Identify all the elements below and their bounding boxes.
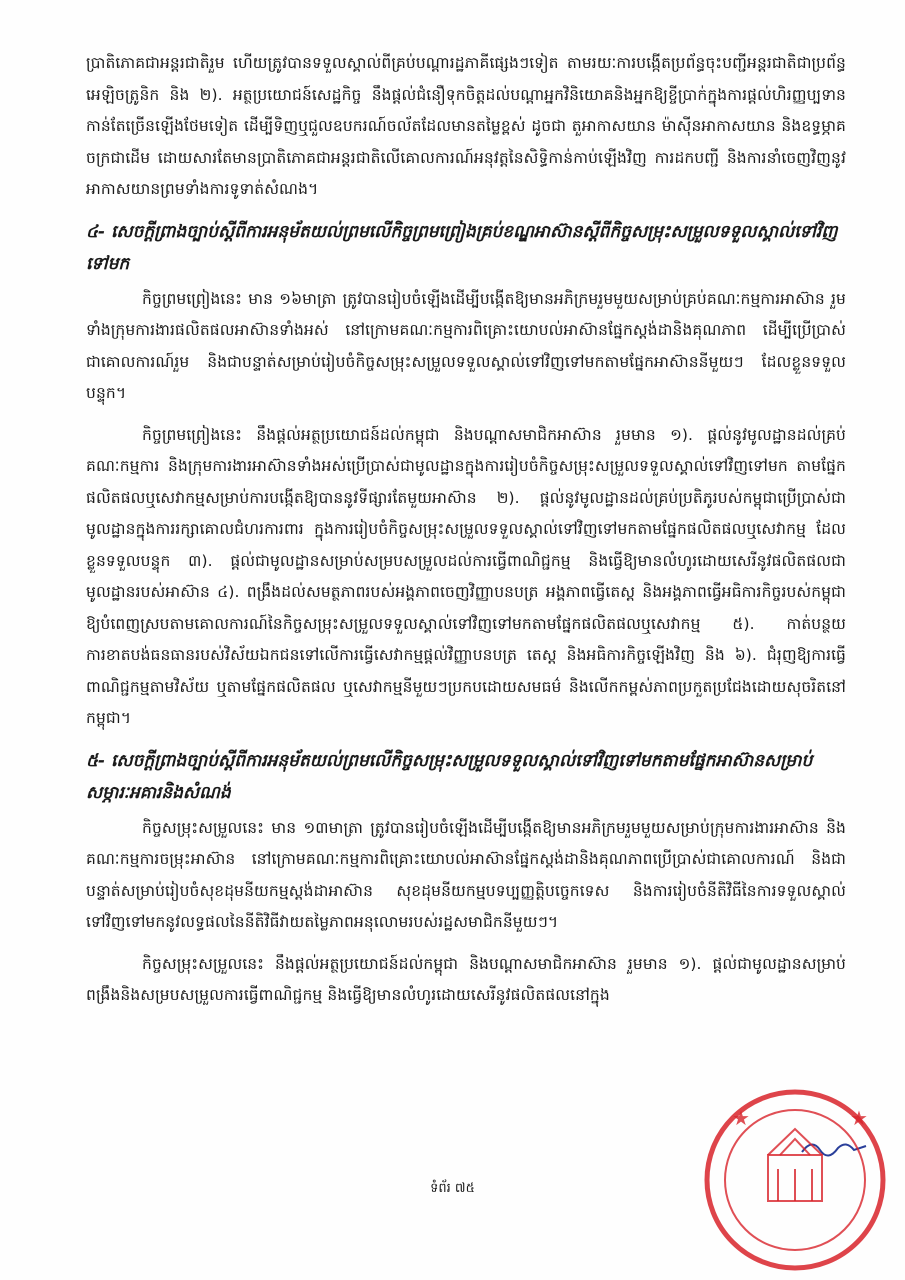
official-seal-icon — [700, 1085, 890, 1275]
paragraph-2: កិច្ចព្រមព្រៀងនេះ មាន ១៦មាត្រា ត្រូវបានរៀបចំឡើងដើម្បីបង្កើតឱ្យមានអភិក្រមរួមមួយសម្រាប់គ្រប់គណៈកម្មការអាស៊ាន រួមទាំងក្រុមការងារផលិតផលអាស៊ានទាំងអស់ នៅក្រោមគណៈកម្មការពិគ្រោះយោបល់អាស៊ានផ្នែកស្តង់ដានិងគុណភាព ដើម្បីប្រើប្រាស់ជាគោលការណ៍រួម និងជាបន្ទាត់សម្រាប់រៀបចំកិច្ចសម្រុះសម្រួលទទួលស្គាល់ទៅវិញទៅមកតាមផ្នែកអាស៊ាននីមួយៗ ដែលខ្លួនទទួលបន្ទុក។ — [86, 289, 846, 402]
document-body — [86, 48, 846, 1022]
paragraph-1: ប្រាតិភោគជាអន្តរជាតិរួម ហើយត្រូវបានទទួលស្គាល់ពីគ្រប់បណ្ដារដ្ឋភាគីផ្សេងៗទៀត តាមរយៈការបង្កើតប្រព័ន្ធចុះបញ្ជីអន្តរជាតិជាប្រព័ន្ធអេឡិចត្រូនិក និង ២). អត្ថប្រយោជន៍សេដ្ឋកិច្ច នឹងផ្ដល់ជំនឿទុកចិត្តដល់បណ្ដាអ្នកវិនិយោគនិងអ្នកឱ្យខ្ចីប្រាក់ក្នុងការផ្ដល់ហិរញ្ញប្បទានកាន់តែច្រើនឡើងថែមទៀត ដើម្បីទិញឬជួលឧបករណ៍ចល័តដែលមានតម្លៃខ្ពស់ ដូចជា តួអាកាសយាន ម៉ាស៊ីនអាកាសយាន និងឧទ្ធម្ភាគចក្រជាដើម ដោយសារតែមានប្រាតិភោគជាអន្តរជាតិលើគោលការណ៍អនុវត្តនៃសិទ្ធិកាន់កាប់ឡើងវិញ ការដកបញ្ជី និងការនាំចេញវិញនូវអាកាសយានព្រមទាំងការទូទាត់សំណង។ — [86, 54, 846, 198]
svg-text:★: ★ — [850, 1106, 868, 1130]
svg-text:★: ★ — [732, 1106, 750, 1130]
section-heading-4: ៤- សេចក្ដីព្រាងច្បាប់ស្ដីពីការអនុម័តយល់ព្រមលើកិច្ចព្រមព្រៀងគ្រប់ខណ្ឌអាស៊ានស្ដីពីកិច្ចសម្រុះសម្រួលទទួលស្គាល់ទៅវិញទៅមក — [86, 221, 838, 274]
page-number: ទំព័រ ៧៥ — [430, 1181, 475, 1196]
paragraph-3: កិច្ចព្រមព្រៀងនេះ នឹងផ្ដល់អត្ថប្រយោជន៍ដល់កម្ពុជា និងបណ្ដាសមាជិកអាស៊ាន រួមមាន ១). ផ្ដល់នូវមូលដ្ឋានដល់គ្រប់គណៈកម្មការ និងក្រុមការងារអាស៊ានទាំងអស់ប្រើប្រាស់ជាមូលដ្ឋានក្នុងការរៀបចំកិច្ចសម្រុះសម្រួលទទួលស្គាល់ទៅវិញទៅមក តាមផ្នែកផលិតផលឬសេវាកម្មសម្រាប់ការបង្កើតឱ្យបាននូវទីផ្សារតែមួយអាស៊ាន ២). ផ្ដល់នូវមូលដ្ឋានដល់គ្រប់ប្រតិភូរបស់កម្ពុជាប្រើប្រាស់ជាមូលដ្ឋានក្នុងការរក្សាគោលជំហរការពារ ក្នុងការរៀបចំកិច្ចសម្រុះសម្រួលទទួលស្គាល់ទៅវិញទៅមកតាមផ្នែកផលិតផលឬសេវាកម្ម ដែលខ្លួនទទួលបន្ទុក ៣). ផ្ដល់ជាមូលដ្ឋានសម្រាប់សម្របសម្រួលដល់ការធ្វើពាណិជ្ជកម្ម និងធ្វើឱ្យមានលំហូរដោយសេរីនូវផលិតផលជាមូលដ្ឋានរបស់អាស៊ាន ៤). ពង្រឹងដល់សមត្ថភាពរបស់អង្គភាពចេញវិញ្ញាបនបត្រ អង្គភាពធ្វើតេស្ត និងអង្គភាពធ្វើអធិការកិច្ចរបស់កម្ពុជា ឱ្យបំពេញស្របតាមគោលការណ៍នៃកិច្ចសម្រុះសម្រួលទទួលស្គាល់ទៅវិញទៅមកតាមផ្នែកផលិតផលឬសេវាកម្ម ៥). កាត់បន្ថយការខាតបង់ធនធានរបស់វិស័យឯកជនទៅលើការធ្វើសេវាកម្មផ្ដល់វិញ្ញាបនបត្រ តេស្ត និងអធិការកិច្ចឡើងវិញ និង ៦). ជំរុញឱ្យការធ្វើពាណិជ្ជកម្មតាមវិស័យ ឬតាមផ្នែកផលិតផល ឬសេវាកម្មនីមួយៗប្រកបដោយសមធម៌ និងលើកកម្ពស់ភាពប្រកួតប្រជែងដោយសុចរិតនៅកម្ពុជា។ — [86, 425, 846, 727]
paragraph-5: កិច្ចសម្រុះសម្រួលនេះ នឹងផ្ដល់អត្ថប្រយោជន៍ដល់កម្ពុជា និងបណ្ដាសមាជិកអាស៊ាន រួមមាន ១). ផ្ដល់ជាមូលដ្ឋានសម្រាប់ពង្រឹងនិងសម្របសម្រួលការធ្វើពាណិជ្ជកម្ម និងធ្វើឱ្យមានលំហូរដោយសេរីនូវផលិតផលនៅក្នុង — [86, 954, 846, 1004]
section-heading-5: ៥- សេចក្ដីព្រាងច្បាប់ស្ដីពីការអនុម័តយល់ព្រមលើកិច្ចសម្រុះសម្រួលទទួលស្គាល់ទៅវិញទៅមកតាមផ្នែកអាស៊ានសម្រាប់សម្ភារៈអគារនិងសំណង់ — [86, 750, 813, 803]
paragraph-4: កិច្ចសម្រុះសម្រួលនេះ មាន ១៣មាត្រា ត្រូវបានរៀបចំឡើងដើម្បីបង្កើតឱ្យមានអភិក្រមរួមមួយសម្រាប់ក្រុមការងារអាស៊ាន និងគណៈកម្មការចម្រុះអាស៊ាន នៅក្រោមគណៈកម្មការពិគ្រោះយោបល់អាស៊ានផ្នែកស្តង់ដានិងគុណភាពប្រើប្រាស់ជាគោលការណ៍ និងជាបន្ទាត់សម្រាប់រៀបចំសុខដុមនីយកម្មស្តង់ដាអាស៊ាន សុខដុមនីយកម្មបទប្បញ្ញត្តិបច្ចេកទេស និងការរៀបចំនីតិវិធីនៃការទទួលស្គាល់ទៅវិញទៅមកនូវលទ្ធផលនៃនីតិវិធីវាយតម្លៃភាពអនុលោមរបស់រដ្ឋសមាជិកនីមួយៗ។ — [86, 818, 846, 931]
